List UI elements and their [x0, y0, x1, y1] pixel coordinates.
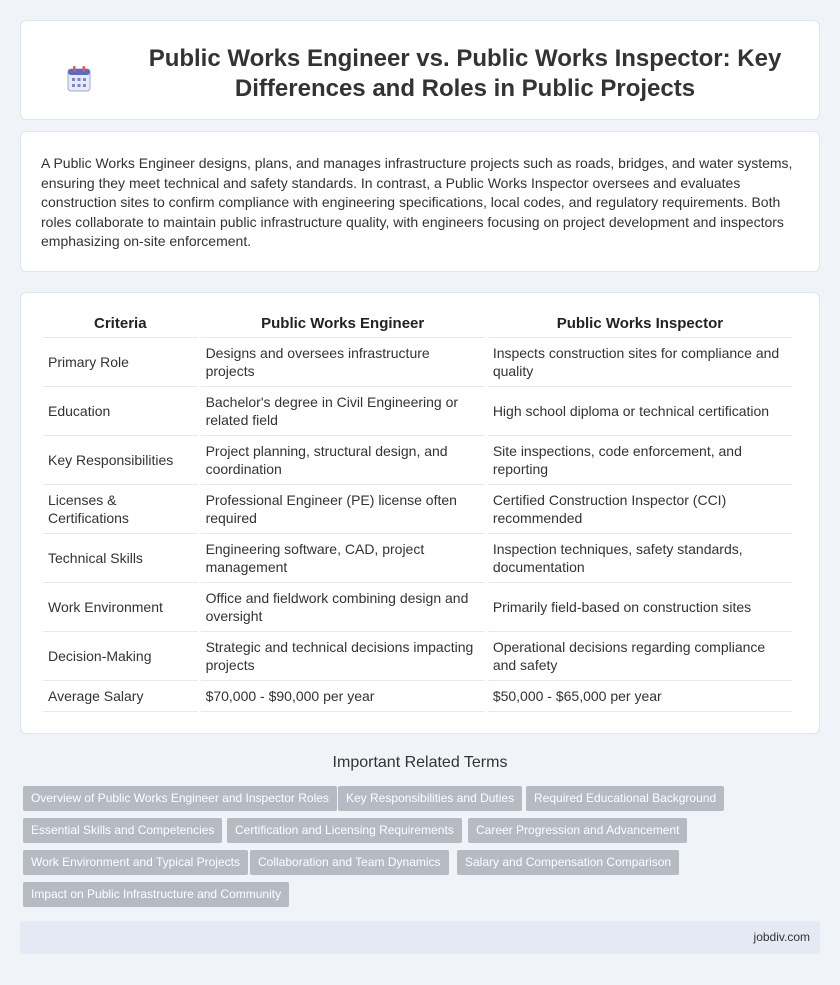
intro-paragraph: A Public Works Engineer designs, plans, and manages infrastructure projects such as roads, bridges, and water systems, ensuring they meet technical and safety standards. In contrast, a Public Works Inspector oversees and evaluates construction sites to confirm compliance with engineering specifications, local codes, and regulatory requirements. Both roles collaborate to maintain public infrastructure quality, with engineers focusing on project development and inspectors emphasizing on-site enforcement. — [41, 155, 793, 250]
related-term-tag[interactable]: Collaboration and Team Dynamics — [250, 850, 449, 875]
table-row — [43, 681, 792, 712]
row-inspector: Site inspections, code enforcement, and reporting — [488, 436, 792, 485]
table-row — [43, 534, 792, 583]
row-inspector: High school diploma or technical certification — [488, 387, 792, 436]
row-inspector: Inspects construction sites for compliance and quality — [488, 338, 792, 387]
row-criteria: Average Salary — [43, 681, 198, 712]
footer — [20, 921, 820, 954]
related-term-tag[interactable]: Certification and Licensing Requirements — [227, 818, 462, 843]
table-row — [43, 632, 792, 681]
row-engineer: Designs and oversees infrastructure projects — [201, 338, 485, 387]
related-term-tag[interactable]: Impact on Public Infrastructure and Community — [23, 882, 289, 907]
related-term-tag[interactable]: Overview of Public Works Engineer and Inspector Roles — [23, 786, 337, 811]
row-inspector: Operational decisions regarding compliance and safety — [488, 632, 792, 681]
row-engineer: $70,000 - $90,000 per year — [201, 681, 485, 712]
row-engineer: Engineering software, CAD, project management — [201, 534, 485, 583]
header-inspector: Public Works Inspector — [488, 315, 792, 338]
row-engineer: Professional Engineer (PE) license often required — [201, 485, 485, 534]
table-header-row — [43, 315, 792, 338]
comparison-table — [40, 315, 795, 712]
row-engineer: Strategic and technical decisions impacting projects — [201, 632, 485, 681]
intro-card — [20, 131, 820, 272]
row-engineer: Project planning, structural design, and coordination — [201, 436, 485, 485]
table-row — [43, 387, 792, 436]
row-inspector: Primarily field-based on construction sites — [488, 583, 792, 632]
table-row — [43, 583, 792, 632]
title-card — [20, 20, 820, 120]
related-terms-heading: Important Related Terms — [332, 754, 508, 771]
row-criteria: Key Responsibilities — [43, 436, 198, 485]
related-term-tag[interactable]: Career Progression and Advancement — [468, 818, 687, 843]
comparison-card — [20, 292, 820, 734]
related-term-tag[interactable]: Required Educational Background — [526, 786, 724, 811]
row-inspector: Inspection techniques, safety standards, documentation — [488, 534, 792, 583]
row-inspector: Certified Construction Inspector (CCI) recommended — [488, 485, 792, 534]
page-title: Public Works Engineer vs. Public Works Inspector: Key Differences and Roles in Public Projects — [148, 45, 782, 102]
row-engineer: Office and fieldwork combining design and oversight — [201, 583, 485, 632]
related-term-tag[interactable]: Key Responsibilities and Duties — [338, 786, 522, 811]
related-term-tag[interactable]: Essential Skills and Competencies — [23, 818, 222, 843]
table-row — [43, 485, 792, 534]
row-criteria: Technical Skills — [43, 534, 198, 583]
related-term-tag[interactable]: Salary and Compensation Comparison — [457, 850, 679, 875]
header-engineer: Public Works Engineer — [201, 315, 485, 338]
row-criteria: Work Environment — [43, 583, 198, 632]
table-row — [43, 436, 792, 485]
row-criteria: Decision-Making — [43, 632, 198, 681]
row-engineer: Bachelor's degree in Civil Engineering or related field — [201, 387, 485, 436]
row-inspector: $50,000 - $65,000 per year — [488, 681, 792, 712]
row-criteria: Licenses & Certifications — [43, 485, 198, 534]
header-criteria: Criteria — [43, 315, 198, 338]
table-row — [43, 338, 792, 387]
row-criteria: Primary Role — [43, 338, 198, 387]
row-criteria: Education — [43, 387, 198, 436]
related-term-tag[interactable]: Work Environment and Typical Projects — [23, 850, 248, 875]
site-link[interactable]: jobdiv.com — [753, 930, 810, 944]
